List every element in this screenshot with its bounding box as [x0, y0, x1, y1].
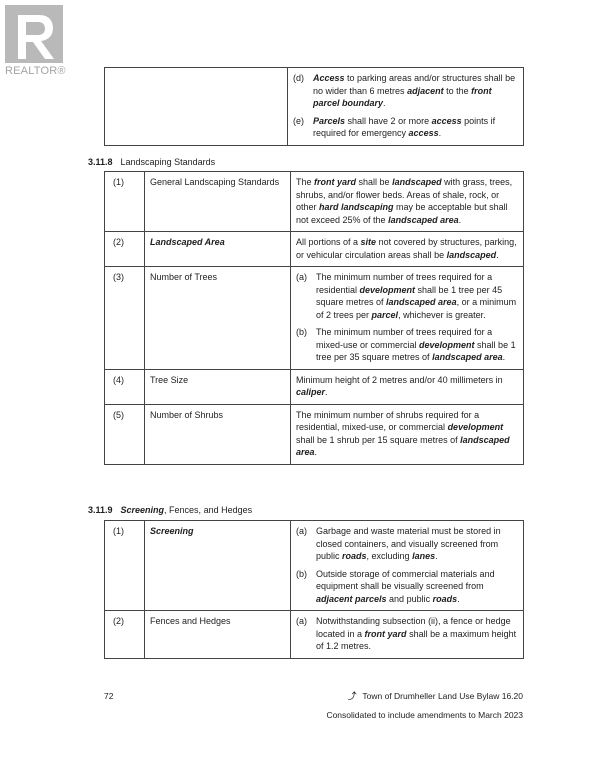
row-number: (5)	[105, 404, 145, 464]
row-heading	[145, 521, 291, 611]
section-heading-3-11-9	[88, 504, 252, 517]
access-table-body	[105, 68, 524, 146]
table-row	[105, 369, 524, 404]
consolidation-note: Consolidated to include amendments to March 2023	[326, 710, 523, 720]
defined-term: parcel	[371, 309, 399, 320]
section-number: 3.11.8	[88, 157, 113, 167]
subclause-text: Notwithstanding subsection (ii), a fence or hedge located in a front yard shall be a maximum height of 1.2 metres.	[316, 616, 517, 651]
defined-term: access	[431, 115, 462, 126]
table-row	[105, 267, 524, 370]
defined-term: development	[359, 284, 416, 295]
row-heading: Tree Size	[145, 369, 291, 404]
defined-term: caliper	[296, 387, 326, 397]
row-heading: General Landscaping Standards	[145, 172, 291, 232]
screening-table-body	[105, 521, 524, 659]
realtor-logo-text: REALTOR®	[5, 65, 66, 77]
row-text	[288, 68, 524, 146]
subclause	[293, 115, 518, 140]
blank-cell	[105, 68, 288, 146]
realtor-logo-icon	[5, 5, 63, 63]
subclause	[293, 72, 518, 110]
page-footer	[326, 690, 523, 721]
defined-term: front yard	[364, 628, 407, 639]
subclause	[296, 568, 518, 606]
defined-term: access	[408, 128, 439, 138]
defined-term: landscaped area	[386, 297, 457, 307]
defined-term: Screening	[120, 505, 165, 515]
row-number: (1)	[105, 172, 145, 232]
table-row	[105, 68, 524, 146]
subclause-label: (a)	[296, 272, 307, 282]
subclause-label: (e)	[293, 115, 304, 126]
subclause-label: (a)	[296, 526, 307, 536]
subclause-text: The minimum number of trees required for a residential development shall be 1 tree per 45 square metres of landscaped area, or a minimum of 2 trees per parcel, whichever is greater.	[316, 272, 517, 320]
subclause-text: The minimum number of trees required for a mixed-use or commercial development shall be 1 tree per 35 square metres of landscaped area.	[316, 327, 516, 362]
row-heading: Fences and Hedges	[145, 611, 291, 659]
section-title: Screening, Fences, and Hedges	[120, 505, 253, 515]
defined-term: Landscaped Area	[150, 237, 225, 247]
section-title: Landscaping Standards	[120, 157, 216, 167]
table-row	[105, 404, 524, 464]
subclause-label: (b)	[296, 327, 307, 337]
row-text: The front yard shall be landscaped with grass, trees, shrubs, and/or flower beds. Areas of shale, rock, or other hard landscaping may be acceptable but shall not exceed 25% of the landscaped area.	[291, 172, 524, 232]
row-text	[291, 521, 524, 611]
defined-term: Screening	[150, 526, 194, 536]
defined-term: development	[419, 339, 475, 350]
table-row	[105, 521, 524, 611]
defined-term: roads	[342, 551, 367, 561]
realtor-watermark	[5, 5, 65, 78]
landscaping-table-body	[105, 172, 524, 465]
subclause	[296, 615, 518, 653]
table-row	[105, 172, 524, 232]
subclause-text: Outside storage of commercial materials and equipment shall be visually screened from adjacent parcels and public roads.	[316, 568, 495, 604]
page-number: 72	[104, 691, 114, 701]
row-text: The minimum number of shrubs required for a residential, mixed-use, or commercial development shall be 1 shrub per 15 square metres of landscaped area.	[291, 404, 524, 464]
defined-term: adjacent	[407, 85, 444, 96]
subclause-text: Parcels shall have 2 or more access points if required for emergency access.	[313, 115, 496, 138]
row-text: Minimum height of 2 metres and/or 40 millimeters in caliper.	[291, 369, 524, 404]
subclause-label: (d)	[293, 73, 304, 83]
section-heading-3-11-8	[88, 156, 215, 169]
row-number: (2)	[105, 611, 145, 659]
subclause-label: (b)	[296, 568, 307, 579]
row-number: (3)	[105, 267, 145, 370]
defined-term: roads	[432, 593, 458, 604]
row-text: All portions of a site not covered by structures, parking, or vehicular circulation areas shall be landscaped.	[291, 232, 524, 267]
document-title: Town of Drumheller Land Use Bylaw 16.20	[362, 691, 523, 701]
row-heading: Number of Shrubs	[145, 404, 291, 464]
defined-term: adjacent parcels	[316, 593, 387, 604]
table-row	[105, 611, 524, 659]
section-number: 3.11.9	[88, 505, 113, 515]
defined-term: front parcel boundary	[313, 85, 492, 108]
row-number: (1)	[105, 521, 145, 611]
defined-term: landscaped	[446, 249, 497, 260]
row-text	[291, 611, 524, 659]
access-continuation-table	[104, 67, 524, 146]
defined-term: development	[447, 422, 504, 432]
row-heading: Number of Trees	[145, 267, 291, 370]
defined-term: landscaped area	[432, 352, 503, 362]
screening-fences-hedges-table	[104, 520, 524, 659]
row-heading	[145, 232, 291, 267]
subclause	[296, 525, 518, 563]
defined-term: landscaped area	[388, 214, 459, 225]
defined-term: lanes	[412, 551, 436, 561]
table-row	[105, 232, 524, 267]
defined-term: hard landscaping	[319, 202, 394, 212]
defined-term: Parcels	[313, 115, 346, 126]
defined-term: landscaped area	[296, 434, 510, 457]
subclause	[296, 326, 518, 364]
landscaping-standards-table	[104, 171, 524, 465]
row-text	[291, 267, 524, 370]
subclause-label: (a)	[296, 616, 307, 626]
defined-term: front yard	[314, 177, 357, 187]
town-logo-icon: ⤴	[347, 691, 357, 701]
subclause-text: Garbage and waste material must be stored in closed containers, and visually screened from public roads, excluding lanes.	[316, 526, 501, 561]
defined-term: landscaped	[392, 177, 442, 187]
defined-term: Access	[313, 73, 345, 83]
subclause-text: Access to parking areas and/or structures shall be no wider than 6 metres adjacent to the front parcel boundary.	[313, 73, 516, 108]
row-number: (2)	[105, 232, 145, 267]
row-number: (4)	[105, 369, 145, 404]
defined-term: site	[360, 237, 377, 247]
subclause	[296, 271, 518, 321]
